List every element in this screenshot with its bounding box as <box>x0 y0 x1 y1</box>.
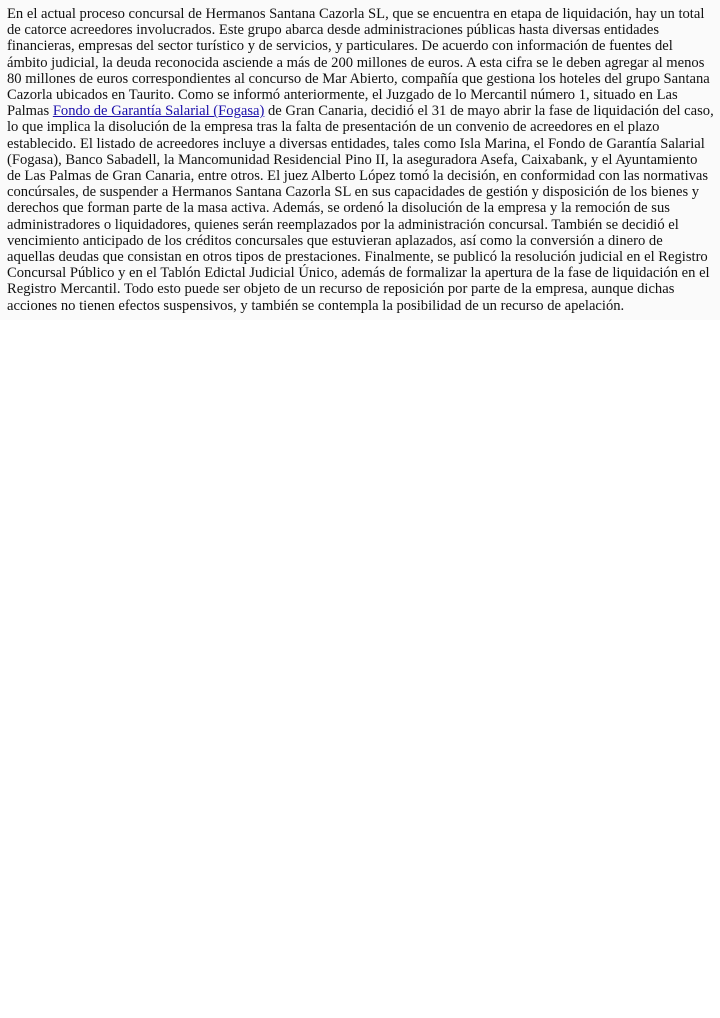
fogasa-link[interactable]: Fondo de Garantía Salarial (Fogasa) <box>52 103 265 120</box>
paragraph-text-after-link: de Gran Canaria, decidió el 31 de mayo abrir la fase de liquidación del caso, lo que implica la disolución de la empresa tras la falta de presentación de un convenio de acreedores en el plazo establecido. El listado de acreedores incluye a diversas entidades, tales como Isla Marina, el Fondo de Garantía Salarial (Fogasa), Banco Sabadell, la Mancomunidad Residencial Pino II, la aseguradora Asefa, Caixabank, y el Ayuntamiento de Las Palmas de Gran Canaria, entre otros. El juez Alberto López tomó la decisión, en conformidad con las normativas concúrsales, de suspender a Hermanos Santana Cazorla SL en sus capacidades de gestión y disposición de los bienes y derechos que forman parte de la masa activa. Además, se ordenó la disolución de la empresa y la remoción de sus administradores o liquidadores, quienes serán reemplazados por la administración concursal. También se decidió el vencimiento anticipado de los créditos concursales que estuvieran aplazados, así como la conversión a dinero de aquellas deudas que consistan en otros tipos de prestaciones. Finalmente, se publicó la resolución judicial en el Registro Concursal Público y en el Tablón Edictal Judicial Único, además de formalizar la apertura de la fase de liquidación en el Registro Mercantil. Todo esto puede ser objeto de un recurso de reposición por parte de la empresa, aunque dichas acciones no tienen efectos suspensivos, y también se contempla la posibilidad de un recurso de apelación. <box>7 103 714 314</box>
paragraph-text-before-link: En el actual proceso concursal de Hermanos Santana Cazorla SL, que se encuentra en etapa de liquidación, hay un total de catorce acreedores involucrados. Este grupo abarca desde administraciones públicas hasta diversas entidades financieras, empresas del sector turístico y de servicios, y particulares. De acuerdo con información de fuentes del ámbito judicial, la deuda reconocida asciende a más de 200 millones de euros. A esta cifra se le deben agregar al menos 80 millones de euros correspondientes al concurso de Mar Abierto, compañía que gestiona los hoteles del grupo Santana Cazorla ubicados en Taurito. Como se informó anteriormente, el Juzgado de lo Mercantil número 1, situado en Las Palmas <box>7 6 710 120</box>
article-panel <box>0 0 720 320</box>
article-paragraph <box>7 6 714 314</box>
